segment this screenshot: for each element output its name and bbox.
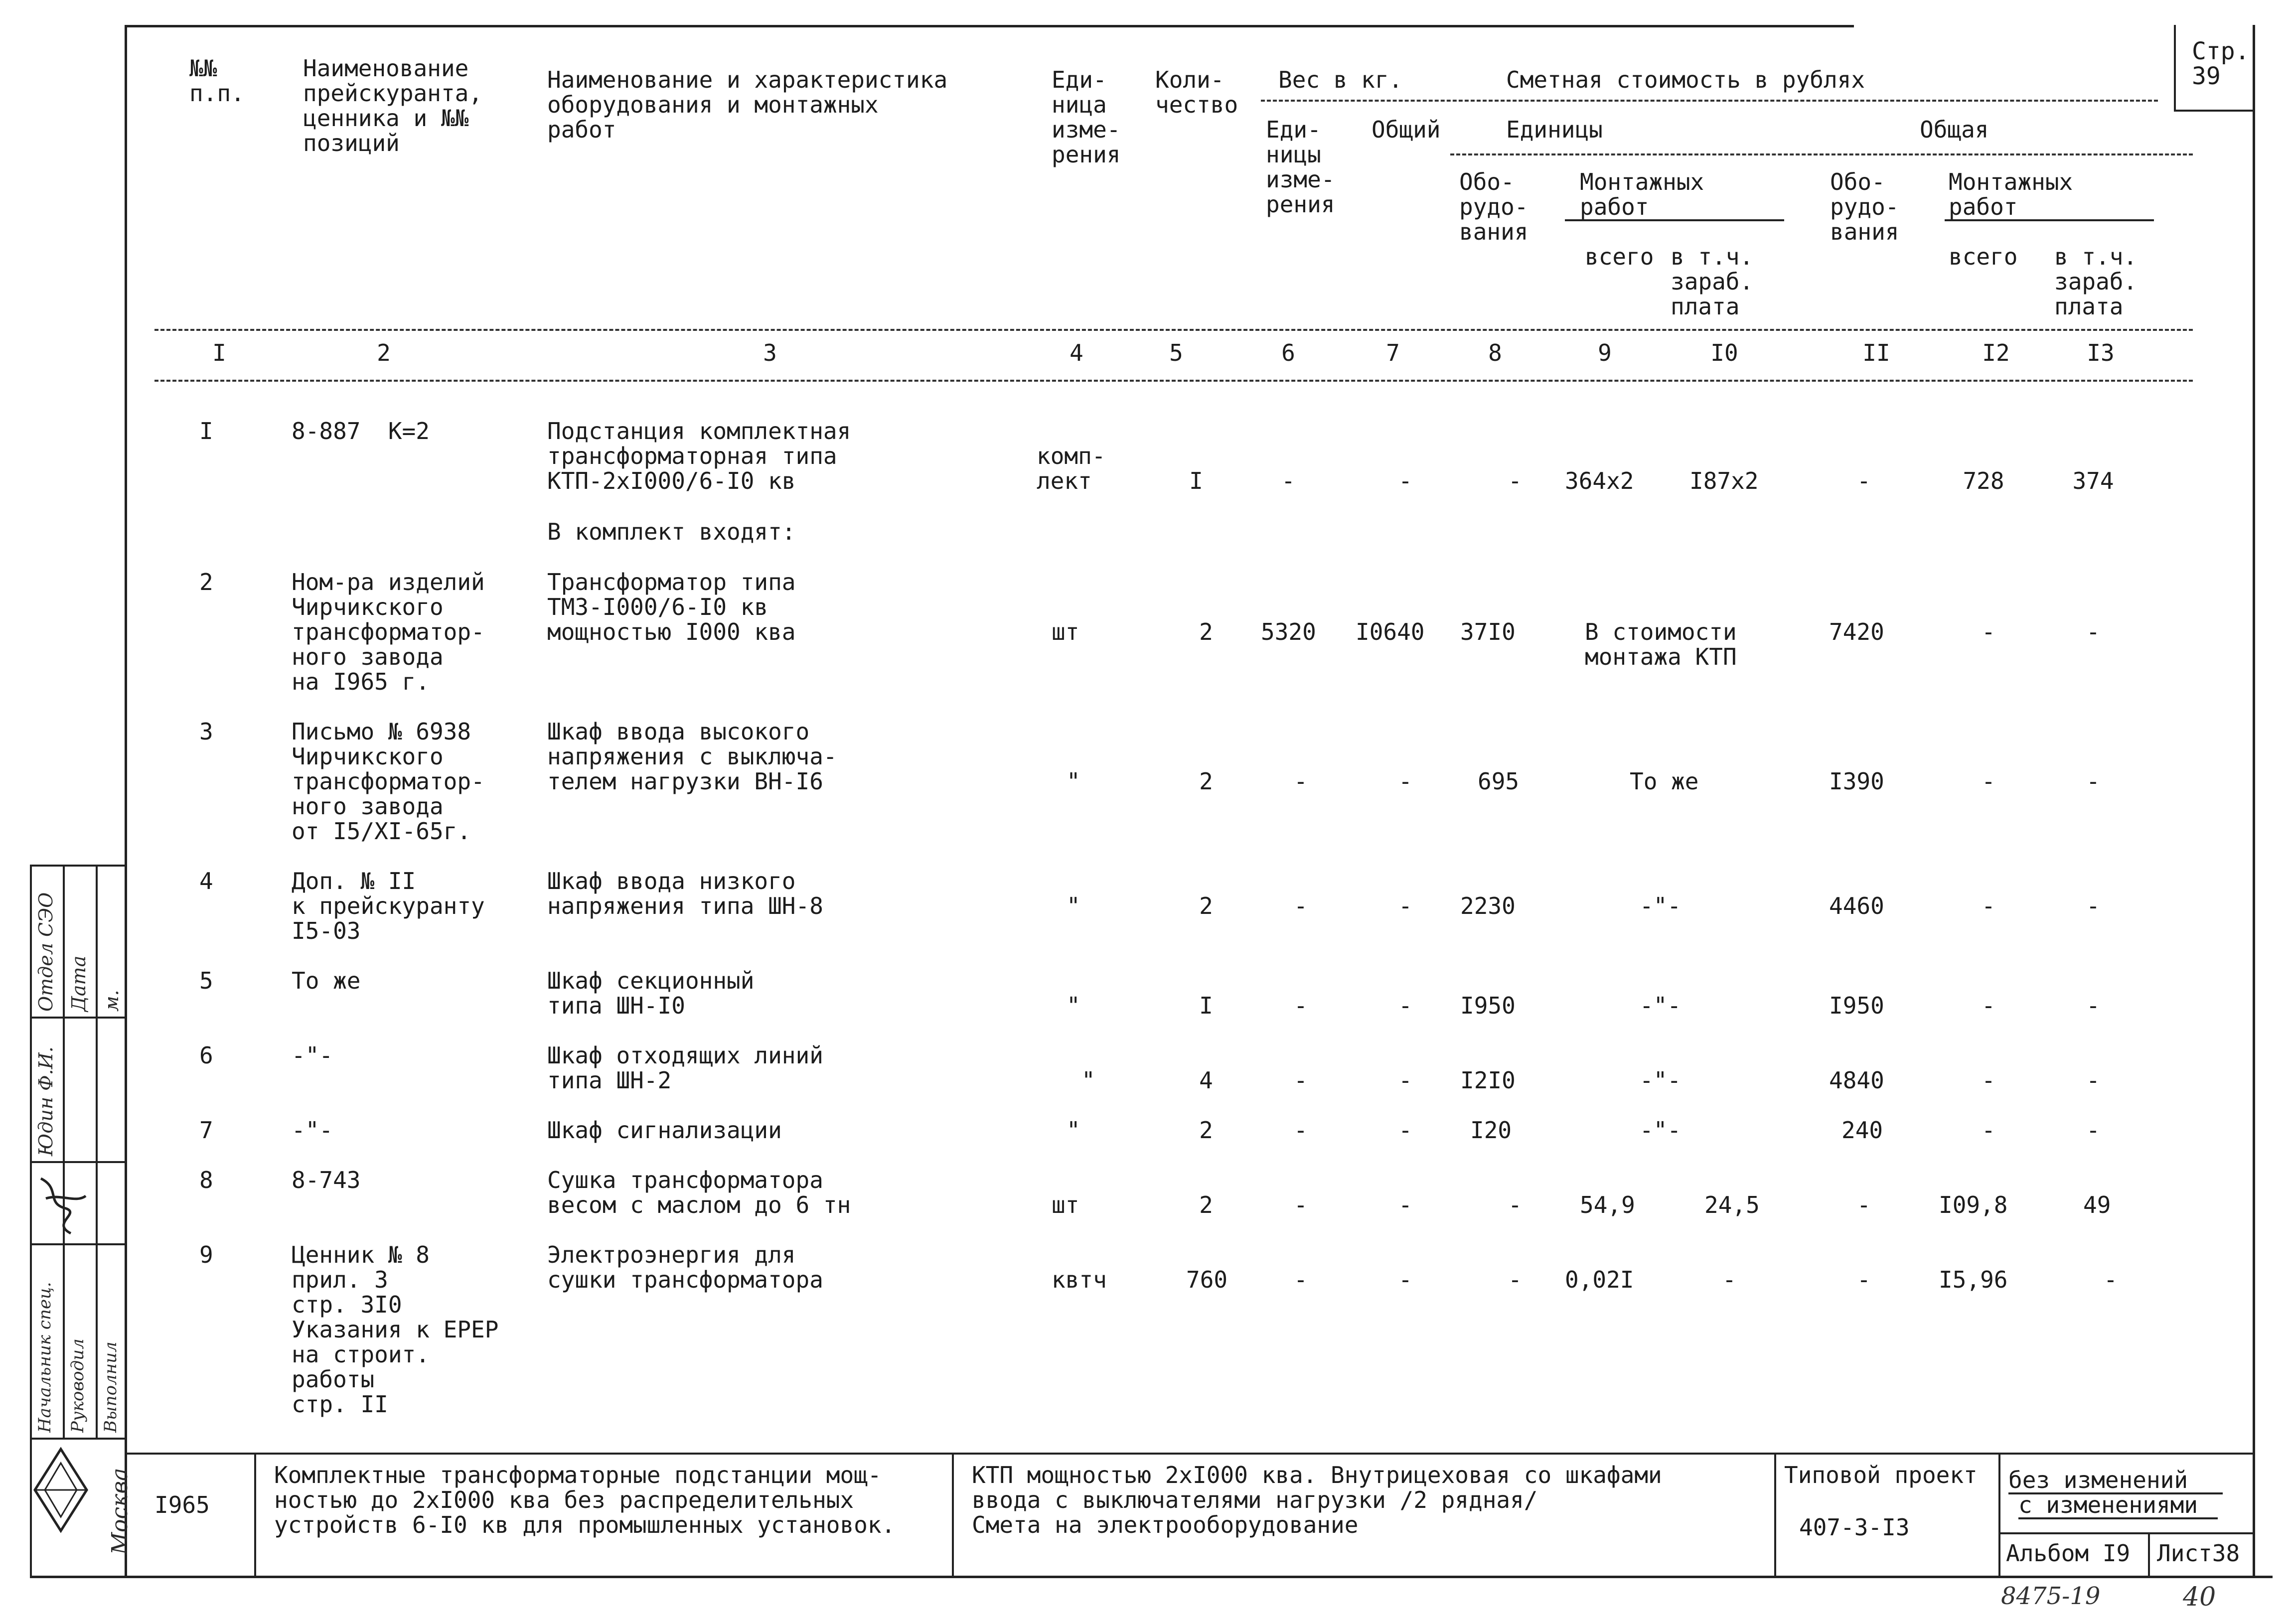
row3-w-total: - [1398, 768, 1412, 795]
row6-ref: -"- [292, 1042, 333, 1069]
footer-div-1 [254, 1453, 256, 1576]
row7-merged: -"- [1640, 1117, 1681, 1144]
stamp-border-top [30, 865, 125, 867]
stamp-row-line-2 [30, 1161, 125, 1163]
row1-ref: 8-887 К=2 [292, 418, 430, 444]
frame-top-line [125, 25, 1854, 27]
row1-mt-all: 728 [1963, 467, 2004, 494]
row1-qty: I [1189, 467, 1203, 494]
row8-w-unit: - [1294, 1191, 1308, 1218]
header-cost-total: Общая [1920, 116, 1989, 143]
row3-merged: То же [1630, 768, 1699, 795]
row8-m-wage: 24,5 [1704, 1191, 1760, 1218]
footer-project-number: 407-3-I3 [1799, 1514, 1910, 1541]
row8-eq-unit: - [1508, 1191, 1522, 1218]
row4-eq-total: 4460 [1829, 892, 1884, 919]
row6-unit: " [1081, 1067, 1095, 1094]
colnum-12: I2 [1982, 339, 2010, 366]
frame-right-line [2253, 25, 2255, 1576]
header-cost: Сметная стоимость в рублях [1506, 66, 1865, 93]
stamp-col-date: Дата [68, 955, 90, 1012]
row1-eq-unit: - [1508, 467, 1522, 494]
row9-w-unit: - [1294, 1266, 1308, 1293]
frame-bottom-line [30, 1576, 2273, 1578]
row4-w-total: - [1398, 892, 1412, 919]
corner-box-bottom [2174, 110, 2254, 112]
row3-w-unit: - [1294, 768, 1308, 795]
colnum-dash-top [154, 329, 2193, 331]
row7-num: 7 [199, 1117, 213, 1144]
footer-status-changed: с изменениями [2018, 1491, 2198, 1518]
row4-name: Шкаф ввода низкого напряжения типа ШН-8 [547, 868, 823, 919]
corner-box-left [2174, 25, 2176, 110]
row8-mt-all: I09,8 [1939, 1191, 2008, 1218]
row7-eq-total: 240 [1841, 1117, 1883, 1144]
row3-mt-all: - [1982, 768, 1995, 795]
stamp-city: Москва [107, 1468, 133, 1555]
row1-unit: комп- лект [1037, 443, 1106, 494]
row2-merged: В стоимости монтажа КТП [1585, 618, 1737, 670]
row1-m-all: 364х2 [1565, 467, 1634, 494]
row1-w-total: - [1398, 467, 1412, 494]
row7-eq-unit: I20 [1470, 1117, 1512, 1144]
row5-name: Шкаф секционный типа ШН-I0 [547, 967, 755, 1019]
row1-mt-wage: 374 [2072, 467, 2114, 494]
footer-status-unchanged: без изменений [2008, 1467, 2188, 1493]
row5-eq-total: I950 [1829, 992, 1884, 1019]
header-mount-unit-underline [1565, 219, 1784, 221]
row5-mt-all: - [1982, 992, 1995, 1019]
stamp-row-line-1 [30, 1017, 125, 1019]
footer-sheet: Лист38 [2157, 1540, 2240, 1567]
row4-eq-unit: 2230 [1460, 892, 1516, 919]
row5-w-unit: - [1294, 992, 1308, 1019]
row8-m-all: 54,9 [1580, 1191, 1635, 1218]
row9-m-all: 0,02I [1565, 1266, 1634, 1293]
row2-w-unit: 5320 [1261, 618, 1316, 645]
footer-top-line [125, 1453, 2253, 1455]
colnum-3: 3 [763, 339, 777, 366]
row4-unit: " [1067, 892, 1080, 919]
colnum-11: II [1862, 339, 1890, 366]
row9-qty: 760 [1186, 1266, 1228, 1293]
row6-eq-total: 4840 [1829, 1067, 1884, 1094]
row5-ref: То же [292, 967, 361, 994]
org-logo [31, 1445, 91, 1535]
row3-eq-unit: 695 [1478, 768, 1520, 795]
row9-mt-wage: - [2104, 1266, 2118, 1293]
colnum-2: 2 [377, 339, 391, 366]
bottom-note: 8475-19 [2001, 1582, 2101, 1610]
row8-eq-total: - [1857, 1191, 1871, 1218]
footer-div-2 [952, 1453, 954, 1576]
header-all-total: всего [1949, 243, 2018, 270]
colnum-13: I3 [2087, 339, 2115, 366]
row4-num: 4 [199, 868, 213, 894]
row6-num: 6 [199, 1042, 213, 1069]
row6-mt-all: - [1982, 1067, 1995, 1094]
row3-eq-total: I390 [1829, 768, 1884, 795]
row9-unit: квтч [1052, 1266, 1107, 1293]
stamp-row-line-4 [30, 1438, 125, 1440]
row4-mt-all: - [1982, 892, 1995, 919]
row4-qty: 2 [1199, 892, 1213, 919]
row4-w-unit: - [1294, 892, 1308, 919]
header-all-unit: всего [1585, 243, 1654, 270]
row5-eq-unit: I950 [1460, 992, 1516, 1019]
stamp-role-chief: Начальник спец. [35, 1282, 55, 1433]
row8-w-total: - [1398, 1191, 1412, 1218]
row5-merged: -"- [1640, 992, 1681, 1019]
row1-name: Подстанция комплектная трансформаторная типа КТП-2хI000/6-I0 кв [547, 418, 851, 494]
footer-title: Комплектные трансформаторные подстанции мощ- ностью до 2хI000 ква без распределительных устройств 6-I0 кв для промышленных установок. [274, 1462, 896, 1538]
row6-name: Шкаф отходящих линий типа ШН-2 [547, 1042, 823, 1094]
stamp-role-done: Выполнил [101, 1341, 121, 1433]
row9-m-wage: - [1722, 1266, 1736, 1293]
row7-unit: " [1067, 1117, 1080, 1144]
row8-name: Сушка трансформатора весом с маслом до 6 тн [547, 1167, 851, 1218]
row8-mt-wage: 49 [2083, 1191, 2111, 1218]
row4-mt-wage: - [2086, 892, 2100, 919]
row7-w-unit: - [1294, 1117, 1308, 1144]
row7-mt-all: - [1982, 1117, 1995, 1144]
row2-qty: 2 [1199, 618, 1213, 645]
row7-name: Шкаф сигнализации [547, 1117, 782, 1144]
row2-mt-all: - [1982, 618, 1995, 645]
bottom-page: 40 [2183, 1582, 2216, 1612]
row7-qty: 2 [1199, 1117, 1213, 1144]
colnum-8: 8 [1488, 339, 1502, 366]
footer-album-div [2148, 1532, 2150, 1576]
row2-mt-wage: - [2086, 618, 2100, 645]
row6-eq-unit: I2I0 [1460, 1067, 1516, 1094]
colnum-10: I0 [1710, 339, 1738, 366]
signature [31, 1169, 96, 1243]
row5-mt-wage: - [2086, 992, 2100, 1019]
colnum-1: I [212, 339, 226, 366]
stamp-role-lead: Руководил [68, 1338, 88, 1433]
header-col-ref: Наименование прейскуранта, ценника и №№ позиций [303, 55, 483, 156]
header-col-qty: Коли- чество [1155, 66, 1238, 118]
row1-note: В комплект входят: [547, 518, 796, 545]
header-weight-total: Общий [1372, 116, 1441, 143]
row2-num: 2 [199, 569, 213, 595]
row7-w-total: - [1398, 1117, 1412, 1144]
header-equip-unit: Обо- рудо- вания [1459, 168, 1528, 245]
footer-project-label: Типовой проект [1784, 1462, 1978, 1488]
row9-num: 9 [199, 1241, 213, 1268]
row6-w-unit: - [1294, 1067, 1308, 1094]
row5-qty: I [1199, 992, 1213, 1019]
stamp-m: м. [101, 990, 123, 1012]
row6-w-total: - [1398, 1067, 1412, 1094]
row6-merged: -"- [1640, 1067, 1681, 1094]
colnum-6: 6 [1281, 339, 1295, 366]
row3-name: Шкаф ввода высокого напряжения с выключа- телем нагрузки ВН-I6 [547, 718, 837, 795]
colnum-5: 5 [1169, 339, 1183, 366]
header-col-unit: Еди- ница изме- рения [1052, 66, 1121, 168]
row3-num: 3 [199, 718, 213, 745]
stamp-name: Юдин Ф.И. [35, 1046, 57, 1156]
header-dash-1 [1261, 100, 2158, 102]
corner-number: 39 [2192, 62, 2221, 90]
header-mount-total-underline [1945, 219, 2154, 221]
row9-eq-unit: - [1508, 1266, 1522, 1293]
stamp-row-line-3 [30, 1243, 125, 1245]
footer-album: Альбом I9 [2006, 1540, 2131, 1567]
row2-name: Трансформатор типа ТМЗ-I000/6-I0 кв мощностью I000 ква [547, 569, 796, 645]
row2-eq-total: 7420 [1829, 618, 1884, 645]
row9-mt-all: I5,96 [1939, 1266, 2008, 1293]
header-mount-unit: Монтажных работ [1580, 168, 1704, 220]
stamp-divider-2 [96, 865, 98, 1438]
row9-name: Электроэнергия для сушки трансформатора [547, 1241, 823, 1293]
row2-ref: Ном-ра изделий Чирчикского трансформатор- ного завода на I965 г. [292, 569, 485, 695]
row5-num: 5 [199, 967, 213, 994]
corner-label: Стр. [2192, 37, 2250, 65]
header-dash-2 [1450, 153, 2193, 155]
row1-eq-total: - [1857, 467, 1871, 494]
colnum-7: 7 [1386, 339, 1400, 366]
stamp-divider-1 [63, 865, 65, 1438]
row9-w-total: - [1398, 1266, 1412, 1293]
header-col-name: Наименование и характеристика оборудования и монтажных работ [547, 66, 948, 143]
footer-status-underline-2 [2018, 1517, 2218, 1519]
footer-div-4 [1998, 1453, 2000, 1576]
row1-w-unit: - [1281, 467, 1295, 494]
row7-mt-wage: - [2086, 1117, 2100, 1144]
header-weight: Вес в кг. [1278, 66, 1403, 93]
row2-eq-unit: 37I0 [1460, 618, 1516, 645]
header-equip-total: Обо- рудо- вания [1830, 168, 1899, 245]
header-mount-total: Монтажных работ [1949, 168, 2073, 220]
row2-w-total: I0640 [1356, 618, 1425, 645]
header-col-num: №№ п.п. [189, 55, 245, 107]
row8-ref: 8-743 [292, 1167, 361, 1193]
row7-ref: -"- [292, 1117, 333, 1144]
footer-album-line [1998, 1532, 2253, 1534]
colnum-dash-bottom [154, 380, 2193, 382]
row6-mt-wage: - [2086, 1067, 2100, 1094]
row3-ref: Письмо № 6938 Чирчикского трансформатор- ного завода от I5/XI-65г. [292, 718, 485, 845]
row4-merged: -"- [1640, 892, 1681, 919]
row2-unit: шт [1052, 618, 1079, 645]
row6-qty: 4 [1199, 1067, 1213, 1094]
row3-mt-wage: - [2086, 768, 2100, 795]
row1-num: I [199, 418, 213, 444]
footer-div-3 [1774, 1453, 1776, 1576]
row5-w-total: - [1398, 992, 1412, 1019]
row8-qty: 2 [1199, 1191, 1213, 1218]
row9-ref: Ценник № 8 прил. 3 стр. 3I0 Указания к ЕРЕР на строит. работы стр. II [292, 1241, 499, 1418]
header-weight-unit: Еди- ницы изме- рения [1266, 116, 1335, 218]
row9-eq-total: - [1857, 1266, 1871, 1293]
row8-num: 8 [199, 1167, 213, 1193]
header-cost-unit: Единицы [1506, 116, 1603, 143]
row1-m-wage: I87х2 [1689, 467, 1759, 494]
header-wage-total: в т.ч. зараб. плата [2054, 243, 2138, 320]
row3-qty: 2 [1199, 768, 1213, 795]
stamp-col-otdel: Отдел СЭО [35, 892, 57, 1012]
colnum-4: 4 [1070, 339, 1083, 366]
row3-unit: " [1067, 768, 1080, 795]
frame-left-line [125, 25, 127, 1576]
footer-subject: КТП мощностью 2хI000 ква. Внутрицеховая со шкафами ввода с выключателями нагрузки /2 рядная/ Смета на электрооборудование [972, 1462, 1662, 1538]
footer-year: I965 [154, 1491, 210, 1518]
row5-unit: " [1067, 992, 1080, 1019]
row8-unit: шт [1052, 1191, 1079, 1218]
colnum-9: 9 [1598, 339, 1612, 366]
row4-ref: Доп. № II к прейскуранту I5-03 [292, 868, 485, 944]
header-wage-unit: в т.ч. зараб. плата [1671, 243, 1754, 320]
